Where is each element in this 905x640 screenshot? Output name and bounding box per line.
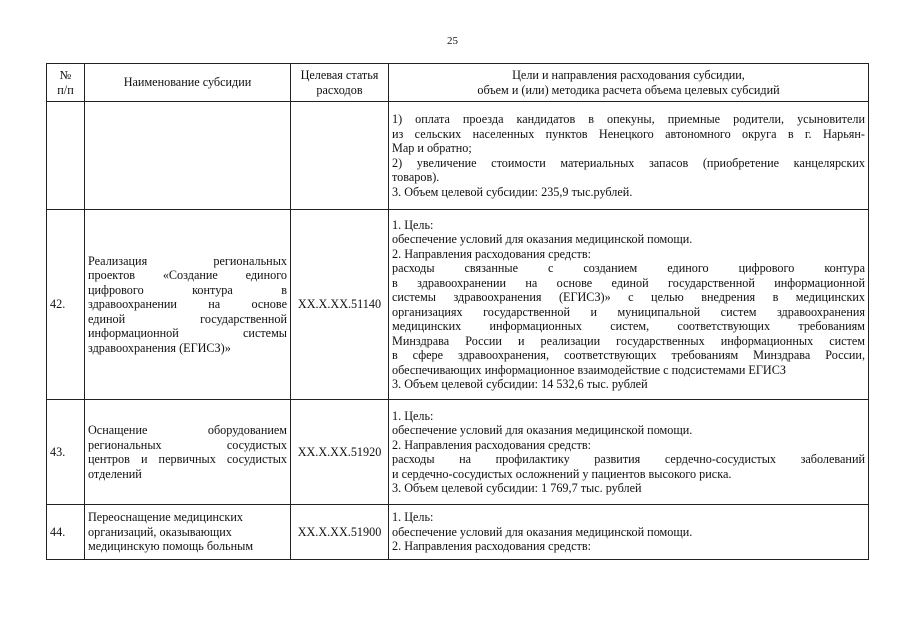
name-line: отделений	[88, 466, 142, 481]
goals-line: и сердечно-сосудистых осложнений у пациентов высокого риска.	[392, 466, 732, 481]
row-number: 42.	[47, 210, 85, 400]
goals-line: из сельских населенных пунктов Ненецкого автономного округа в г. Нарьян-	[392, 126, 865, 141]
row-number	[47, 102, 85, 210]
goals-line: 1) оплата проезда кандидатов в опекуны, приемные родители, усыновители	[392, 112, 865, 126]
goals-line: 2. Направления расходования средств:	[392, 246, 591, 261]
goals-line: Минздрава России и реализации государственных информационных систем	[392, 333, 865, 348]
header-code	[291, 64, 389, 102]
subsidies-table	[46, 63, 869, 560]
table-row	[47, 210, 869, 400]
expense-code: ХХ.Х.ХХ.51140	[291, 210, 389, 400]
goals-line: 3. Объем целевой субсидии: 235,9 тыс.рублей.	[392, 184, 633, 199]
expense-code	[291, 102, 389, 210]
name-line: здравоохранении на основе	[88, 297, 287, 312]
goals-line: 2. Направления расходования средств:	[392, 539, 591, 554]
subsidy-name	[85, 505, 291, 560]
goals-line: Мар и обратно;	[392, 141, 472, 155]
goals-line: 1. Цель:	[392, 510, 434, 525]
name-line: организаций, оказывающих	[88, 524, 232, 539]
goals-line: 1. Цель:	[392, 408, 434, 423]
name-line: медицинскую помощь больным	[88, 539, 254, 554]
goals-line: 2) увеличение стоимости материальных запасов (приобретение канцелярских	[392, 155, 865, 170]
goals-line: обеспечение условий для оказания медицинской помощи.	[392, 423, 693, 437]
table-row	[47, 102, 869, 210]
name-line: единой государственной	[88, 311, 287, 326]
goals-line: расходы связанные с созданием единого цифрового контура	[392, 261, 865, 275]
name-line: проектов «Создание единого	[88, 268, 287, 283]
table-header-row	[47, 64, 869, 102]
row-number: 43.	[47, 400, 85, 505]
row-number: 44.	[47, 505, 85, 560]
subsidy-name	[85, 400, 291, 505]
name-line: Переоснащение медицинских	[88, 510, 243, 525]
subsidy-goals	[389, 400, 869, 505]
subsidy-name	[85, 210, 291, 400]
subsidy-name	[85, 102, 291, 210]
goals-line: в сфере здравоохранения, соответствующих требованиям Минздрава России,	[392, 348, 865, 362]
page-number: 25	[447, 35, 458, 47]
expense-code: ХХ.Х.ХХ.51900	[291, 505, 389, 560]
name-line: Оснащение оборудованием	[88, 423, 287, 437]
goals-line: товаров).	[392, 170, 440, 184]
table-row	[47, 505, 869, 560]
header-code-line: Целевая статья	[300, 68, 379, 82]
goals-line: системы здравоохранения (ЕГИСЗ)» с целью внедрения в медицинских	[392, 290, 865, 304]
goals-line: 1. Цель:	[392, 217, 434, 232]
goals-line: обеспечивающих информационное взаимодействие с подсистемами ЕГИСЗ	[392, 362, 786, 377]
header-num	[47, 64, 85, 102]
name-line: здравоохранения (ЕГИСЗ)»	[88, 340, 231, 355]
goals-line: обеспечение условий для оказания медицинской помощи.	[392, 524, 693, 539]
header-num-line: №	[59, 68, 72, 82]
header-goals	[389, 64, 869, 102]
subsidy-goals	[389, 102, 869, 210]
name-line: Реализация региональных	[88, 253, 287, 268]
goals-line: расходы на профилактику развития сердечно-сосудистых заболеваний	[392, 452, 865, 466]
header-num-line: п/п	[57, 82, 74, 97]
header-code-line: расходов	[316, 82, 363, 97]
goals-line: в здравоохранении на основе единой государственной информационной	[392, 275, 865, 290]
name-line: цифрового контура в	[88, 282, 287, 297]
name-line: региональных сосудистых	[88, 437, 287, 452]
header-name-label: Наименование субсидии	[123, 75, 252, 90]
header-goals-line: объем и (или) методика расчета объема целевых субсидий	[477, 82, 780, 97]
goals-line: 3. Объем целевой субсидии: 14 532,6 тыс. рублей	[392, 377, 648, 391]
goals-line: 2. Направления расходования средств:	[392, 437, 591, 452]
expense-code: ХХ.Х.ХХ.51920	[291, 400, 389, 505]
subsidy-goals	[389, 210, 869, 400]
header-goals-line: Цели и направления расходования субсидии,	[512, 68, 745, 82]
goals-line: организациях государственной и муниципальной систем здравоохранения	[392, 304, 865, 319]
goals-line: медицинских информационных систем, соответствующих требованиям	[392, 319, 865, 333]
goals-line: обеспечение условий для оказания медицинской помощи.	[392, 232, 693, 246]
name-line: центров и первичных сосудистых	[88, 452, 287, 466]
table-row	[47, 400, 869, 505]
subsidy-goals	[389, 505, 869, 560]
header-name	[85, 64, 291, 102]
name-line: информационной системы	[88, 326, 287, 341]
goals-line: 3. Объем целевой субсидии: 1 769,7 тыс. рублей	[392, 481, 642, 495]
